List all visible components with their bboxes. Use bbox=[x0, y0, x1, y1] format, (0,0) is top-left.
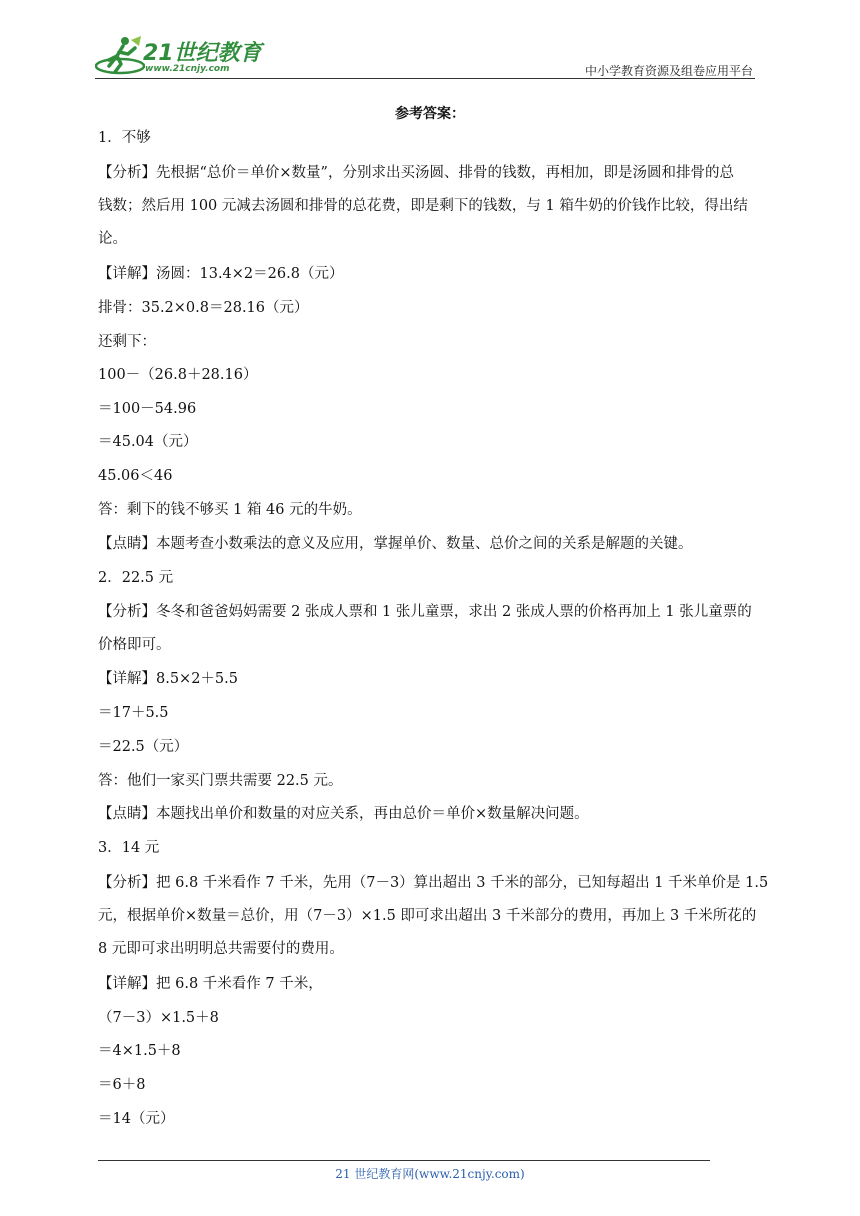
text-line: 还剩下： bbox=[98, 334, 156, 350]
text-line: 元，根据单价×数量＝总价，用（7－3）×1.5 即可求出超出 3 千米部分的费用，再加上 3 千米所花的 bbox=[98, 908, 757, 924]
text-line: 答：剩下的钱不够买 1 箱 46 元的牛奶。 bbox=[98, 502, 362, 518]
text-line: 【详解】8.5×2＋5.5 bbox=[98, 671, 238, 687]
text-line: 价格即可。 bbox=[98, 637, 171, 653]
text-line: 1．不够 bbox=[98, 130, 151, 146]
text-line: 【分析】先根据“总价＝单价×数量”，分别求出买汤圆、排骨的钱数，再相加，即是汤圆和排骨的总 bbox=[98, 165, 734, 181]
text-line: 45.06＜46 bbox=[98, 468, 173, 484]
text-line: ＝17＋5.5 bbox=[98, 705, 169, 721]
text-line: 钱数；然后用 100 元减去汤圆和排骨的总花费，即是剩下的钱数，与 1 箱牛奶的价钱作比较，得出结 bbox=[98, 198, 748, 214]
footer-divider bbox=[98, 1160, 710, 1161]
text-line: 【点睛】本题考查小数乘法的意义及应用，掌握单价、数量、总价之间的关系是解题的关键。 bbox=[98, 536, 693, 552]
text-line: 【详解】把 6.8 千米看作 7 千米， bbox=[98, 976, 323, 992]
logo-text: 21世纪教育 bbox=[143, 41, 262, 66]
header-divider bbox=[95, 78, 755, 79]
text-line: ＝4×1.5＋8 bbox=[98, 1043, 181, 1059]
text-line: 答：他们一家买门票共需要 22.5 元。 bbox=[98, 773, 343, 789]
text-line: ＝45.04（元） bbox=[98, 434, 198, 450]
text-line: 【详解】汤圆：13.4×2＝26.8（元） bbox=[98, 266, 344, 282]
text-line: ＝14（元） bbox=[98, 1111, 175, 1127]
runner-logo-icon bbox=[95, 34, 145, 78]
platform-name: 中小学教育资源及组卷应用平台 bbox=[584, 64, 753, 78]
text-line: 8 元即可求出明明总共需要付的费用。 bbox=[98, 941, 344, 957]
logo bbox=[95, 34, 265, 78]
text-line: 100－（26.8＋28.16） bbox=[98, 367, 258, 383]
text-line: 【分析】把 6.8 千米看作 7 千米，先用（7－3）算出超出 3 千米的部分，已知每超出 1 千米单价是 1.5 bbox=[98, 875, 769, 891]
text-line: 3．14 元 bbox=[98, 840, 160, 856]
text-line: 【点睛】本题找出单价和数量的对应关系，再由总价＝单价×数量解决问题。 bbox=[98, 806, 589, 822]
footer-link[interactable]: 21 世纪教育网(www.21cnjy.com) bbox=[335, 1167, 525, 1181]
text-line: 2．22.5 元 bbox=[98, 570, 174, 586]
page-header bbox=[95, 34, 755, 78]
text-line: ＝6＋8 bbox=[98, 1077, 146, 1093]
text-line: 排骨：35.2×0.8＝28.16（元） bbox=[98, 300, 309, 316]
page-title: 参考答案： bbox=[395, 106, 465, 122]
text-line: ＝22.5（元） bbox=[98, 739, 189, 755]
text-line: ＝100－54.96 bbox=[98, 401, 197, 417]
text-line: 论。 bbox=[98, 231, 127, 247]
text-line: 【分析】冬冬和爸爸妈妈需要 2 张成人票和 1 张儿童票，求出 2 张成人票的价格再加上 1 张儿童票的 bbox=[98, 604, 752, 620]
logo-url: www.21cnjy.com bbox=[145, 64, 230, 74]
text-line: （7－3）×1.5＋8 bbox=[98, 1010, 219, 1026]
